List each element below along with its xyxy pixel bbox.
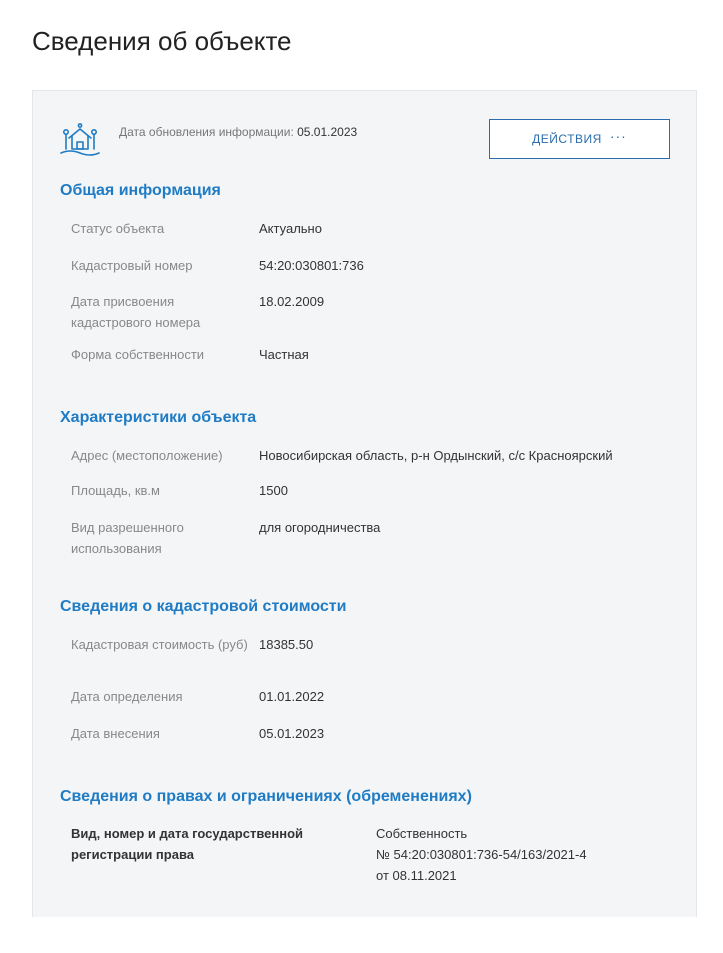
row-value-assignment-date: 18.02.2009 [259,294,325,309]
row-value-status: Актуально [259,221,322,236]
row-value-rights-registration [376,823,636,886]
section-title-characteristics: Характеристики объекта [60,409,257,426]
row-label-address: Адрес (местоположение) [71,448,223,463]
row-label-rights-registration: Вид, номер и дата государственной регистрации права [71,826,304,862]
page-title: Сведения об объекте [32,26,292,56]
row-label-assignment-date: Дата присвоения кадастрового номера [71,294,201,330]
row-label-cadastral-value: Кадастровая стоимость (руб) [71,637,248,652]
row-value-entry-date: 05.01.2023 [259,726,325,741]
object-card [32,90,697,917]
update-date-value: 05.01.2023 [297,125,358,139]
row-value-cadastral-value: 18385.50 [259,637,314,652]
section-title-rights: Сведения о правах и ограничениях (обременениях) [60,788,472,805]
row-label-permitted-use: Вид разрешенного использования [71,520,184,556]
row-value-ownership-form: Частная [259,347,309,362]
actions-button[interactable] [489,119,670,159]
row-value-determination-date: 01.01.2022 [259,689,325,704]
row-label-cadastral-number: Кадастровый номер [71,258,193,273]
update-date-label: Дата обновления информации: [119,125,294,139]
row-label-status: Статус объекта [71,221,165,236]
update-date [119,125,357,139]
section-title-general: Общая информация [60,182,221,199]
row-value-address: Новосибирская область, р-н Ордынский, с/с Красноярский [259,448,613,463]
row-label-ownership-form: Форма собственности [71,347,205,362]
house-icon [60,123,100,157]
row-label-determination-date: Дата определения [71,689,183,704]
actions-button-label: ДЕЙСТВИЯ [532,132,602,146]
row-value-permitted-use: для огородничества [259,520,381,535]
row-label-area: Площадь, кв.м [71,483,160,498]
row-label-entry-date: Дата внесения [71,726,160,741]
row-value-area: 1500 [259,483,288,498]
row-value-cadastral-number: 54:20:030801:736 [259,258,364,273]
section-title-cadastral-value: Сведения о кадастровой стоимости [60,598,347,615]
rights-type: Собственность [376,826,468,841]
rights-number: № 54:20:030801:736-54/163/2021-4 [376,847,587,862]
more-dots-icon: ··· [609,128,627,144]
rights-date: от 08.11.2021 [376,868,457,883]
